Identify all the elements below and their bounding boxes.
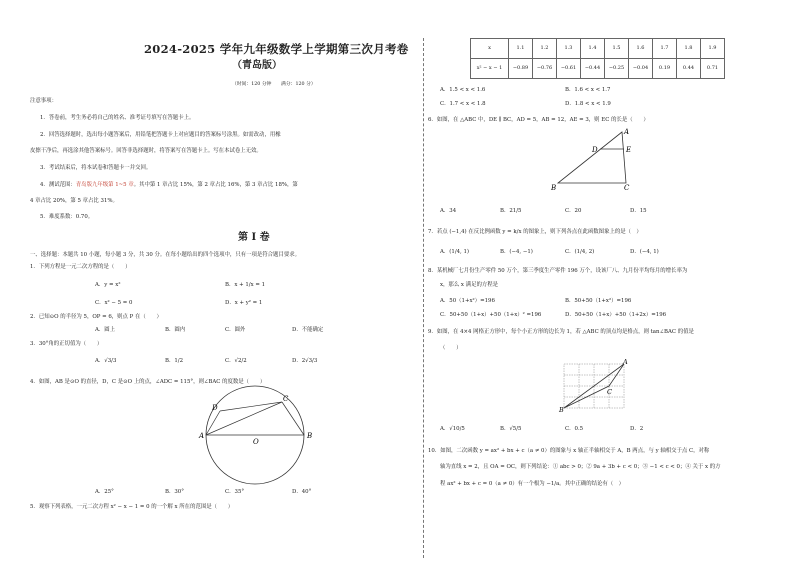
table-cell: 1.9 <box>701 39 725 59</box>
q5-stem: 5．观察下列表格，一元二次方程 x² − x − 1 = 0 的一个解 x 所在的范围是（ ） <box>30 504 234 510</box>
note-3: 3．考试结束后，将本试卷和答题卡一并交回。 <box>40 165 152 171</box>
table-cell: −0.61 <box>557 59 581 79</box>
q6-label-a: A <box>624 128 630 136</box>
q4-opt-d: D．40° <box>292 489 312 495</box>
table-cell: 0.44 <box>677 59 701 79</box>
q9-stem-cont: （ ） <box>440 345 462 351</box>
table-cell: x² − x − 1 <box>471 59 509 79</box>
table-cell: 1.2 <box>533 39 557 59</box>
note-2: 2．回答选择题时，选出每小题答案后，用铅笔把答题卡上对应题目的答案标号涂黑。如需改动，用橡 <box>40 132 281 138</box>
q3-opt-d: D．2√3/3 <box>292 358 318 364</box>
note-5: 5．难度系数：0.70。 <box>40 214 94 220</box>
q1-stem: 1．下列方程是一元二次方程的是（ ） <box>30 264 131 270</box>
q9-opt-a: A．√10/5 <box>440 426 465 432</box>
q9-stem: 9．如图，在 4×4 网格正方形中，每个小正方形的边长为 1，若 △ABC 的顶点均是格点，则 tan∠BAC 的值是 <box>428 329 694 335</box>
q2-stem: 2．已知⊙O 的半径为 5，OP = 6，则点 P 在（ ） <box>30 314 162 320</box>
table-cell: −0.76 <box>533 59 557 79</box>
q1-opt-b: B．x + 1/x = 1 <box>225 282 265 288</box>
note-2b: 皮擦干净后，再选涂其他答案标号。回答非选择题时，将答案写在答题卡上。写在本试卷上无效。 <box>30 148 262 154</box>
q8-opt-d: D．50+50（1+x）+50（1+2x）=196 <box>565 312 667 318</box>
q5-opt-c: C．1.7 < x < 1.8 <box>440 101 486 107</box>
q7-opt-b: B．(−4, −1) <box>500 249 533 255</box>
q1-opt-c: C．x² − 5 = 0 <box>95 300 133 306</box>
q8-opt-a: A．50（1+x²）=196 <box>440 298 495 304</box>
table-cell: −0.25 <box>605 59 629 79</box>
q9-opt-b: B．√5/5 <box>500 426 522 432</box>
table-cell: 1.4 <box>581 39 605 59</box>
q4-label-o: O <box>253 438 259 446</box>
q10-stem-cont: 轴为直线 x = 2，且 OA = OC，则下列结论：① abc > 0；② 9a + 3b + c < 0；③ −1 < c < 0；④ 关于 x 的方 <box>440 464 721 470</box>
q6-opt-d: D．15 <box>630 208 647 214</box>
column-divider <box>423 38 424 558</box>
section-title: 第 I 卷 <box>238 232 270 243</box>
q2-opt-c: C．圆外 <box>225 327 246 333</box>
note-4 <box>40 182 298 189</box>
note-4-label: 4．测试范围： <box>40 182 76 188</box>
q6-stem: 6．如图，在 △ABC 中，DE ∥ BC，AD = 5，AB = 12，AE = 3，则 EC 的长是（ ） <box>428 117 649 123</box>
q4-opt-a: A．25° <box>95 489 114 495</box>
table-cell: 1.7 <box>653 39 677 59</box>
table-cell: 1.8 <box>677 39 701 59</box>
q4-opt-c: C．35° <box>225 489 245 495</box>
q6-label-b: B <box>551 184 557 192</box>
q6-opt-b: B．21/5 <box>500 208 522 214</box>
value-table <box>470 38 725 79</box>
table-row <box>471 39 725 59</box>
q4-label-d: D <box>212 404 218 412</box>
q8-stem-cont: x，那么 x 满足的方程是 <box>440 282 499 288</box>
q7-opt-a: A．(1/4, 1) <box>440 249 470 255</box>
q4-circle-figure <box>198 394 318 464</box>
table-cell: 1.6 <box>629 39 653 59</box>
q9-grid-figure <box>560 360 630 412</box>
q9-label-b: B <box>559 406 564 414</box>
q4-opt-b: B．30° <box>165 489 184 495</box>
q10-stem: 10．如图，二次函数 y = ax² + bx + c（a ≠ 0）的图象与 x 轴正半轴相交于 A，B 两点，与 y 轴相交于点 C，对称 <box>428 448 710 454</box>
table-cell: 1.5 <box>605 39 629 59</box>
q1-opt-a: A．y = x² <box>95 282 121 288</box>
note-4-range: 青岛版九年级第 1~5 章 <box>75 182 134 188</box>
q6-label-c: C <box>624 184 630 192</box>
exam-meta: （时间：120 分钟 满分：120 分） <box>232 82 316 87</box>
q7-stem: 7．若点 (−1,4) 在反比例函数 y = k/x 的图象上，则下列各点在此函数图象上的是（ ） <box>428 229 642 235</box>
q8-opt-c: C．50+50（1+x）+50（1+x）² =196 <box>440 312 542 318</box>
q2-opt-b: B．圆内 <box>165 327 186 333</box>
q9-opt-c: C．0.5 <box>565 426 584 432</box>
notes-heading: 注意事项： <box>30 98 57 104</box>
table-cell: −0.44 <box>581 59 605 79</box>
q9-opt-d: D．2 <box>630 426 644 432</box>
q2-opt-d: D．不能确定 <box>292 327 324 333</box>
q4-label-b: B <box>307 432 313 440</box>
note-4-rest: 。其中第 1 章占比 15%，第 2 章占比 16%，第 3 章占比 18%，第 <box>133 182 298 188</box>
q8-opt-b: B．50+50（1+x²）=196 <box>565 298 632 304</box>
q4-label-a: A <box>199 432 205 440</box>
table-cell: 1.3 <box>557 39 581 59</box>
q3-opt-c: C．√2/2 <box>225 358 247 364</box>
q2-opt-a: A．圆上 <box>95 327 116 333</box>
note-4b: 4 章占比 20%，第 5 章占比 31%。 <box>30 198 118 204</box>
part-intro: 一、选择题：本题共 10 小题，每小题 3 分，共 30 分。在每小题给出的四个选项中，只有一项是符合题目要求。 <box>30 252 301 258</box>
q1-opt-d: D．x + y² = 1 <box>225 300 263 306</box>
q6-label-e: E <box>626 146 632 154</box>
table-cell: 0.71 <box>701 59 725 79</box>
q6-opt-c: C．20 <box>565 208 582 214</box>
q7-opt-c: C．(1/4, 2) <box>565 249 595 255</box>
q6-label-d: D <box>592 146 598 154</box>
q3-opt-a: A．√3/3 <box>95 358 117 364</box>
q5-opt-a: A．1.5 < x < 1.6 <box>440 87 486 93</box>
q3-stem: 3．30°角的正切值为（ ） <box>30 341 103 347</box>
table-cell: −0.04 <box>629 59 653 79</box>
q5-opt-b: B．1.6 < x < 1.7 <box>565 87 611 93</box>
table-cell: 0.19 <box>653 59 677 79</box>
exam-edition: （青岛版） <box>232 60 282 71</box>
table-cell: x <box>471 39 509 59</box>
q10-stem-end: 程 ax² + bx + c = 0（a ≠ 0）有一个根为 −1/a。其中正确的结论有（ ） <box>440 481 624 487</box>
q4-label-c: C <box>283 395 289 403</box>
table-cell: −0.89 <box>509 59 533 79</box>
q6-opt-a: A．34 <box>440 208 457 214</box>
table-cell: 1.1 <box>509 39 533 59</box>
q9-label-a: A <box>623 358 628 366</box>
q4-stem: 4．如图，AB 是⊙O 的直径，D，C 是⊙O 上的点，∠ADC = 115°，则∠BAC 的度数是（ ） <box>30 379 266 385</box>
q7-opt-d: D．(−4, 1) <box>630 249 659 255</box>
note-1: 1．答卷前，考生务必将自己的姓名、准考证号填写在答题卡上。 <box>40 115 195 121</box>
table-row <box>471 59 725 79</box>
exam-title: 2024-2025 学年九年级数学上学期第三次月考卷 <box>144 42 409 56</box>
q9-label-c: C <box>607 388 612 396</box>
q3-opt-b: B．1/2 <box>165 358 184 364</box>
q5-opt-d: D．1.8 < x < 1.9 <box>565 101 611 107</box>
q8-stem: 8．某机械厂七月份生产零件 50 万个，第三季度生产零件 196 万个，设该厂八、九月份平均每月的增长率为 <box>428 268 688 274</box>
q6-triangle-figure <box>550 128 645 193</box>
